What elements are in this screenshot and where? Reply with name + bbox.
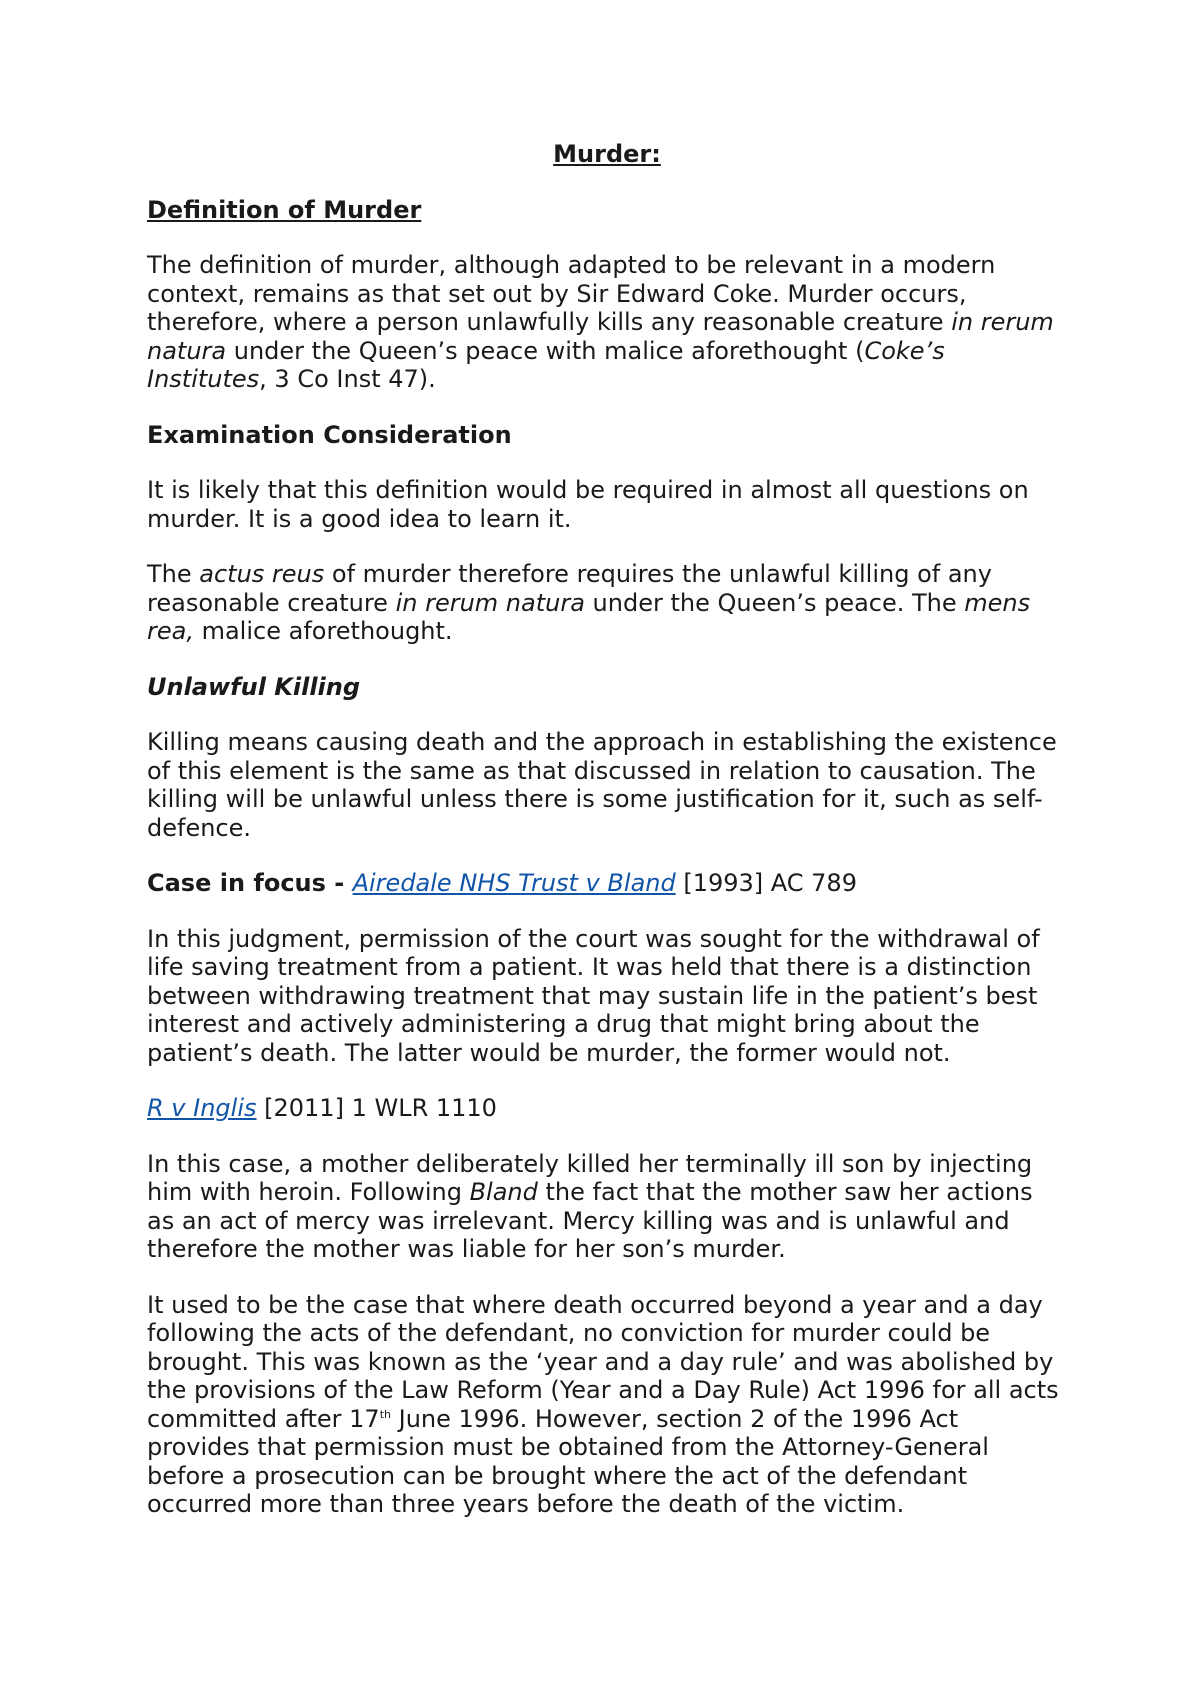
case-citation: [1993] AC 789 xyxy=(675,869,857,897)
text-run: the fact that the mother saw her actions as an act of mercy was irrelevant. Mercy killing was and is unlawful and therefore the mother was liable for her son’s murder. xyxy=(147,1178,1033,1263)
section-heading-unlawful-killing: Unlawful Killing xyxy=(147,672,361,701)
ordinal-suffix: th xyxy=(379,1407,391,1421)
italic-term: in rerum natura xyxy=(395,588,585,617)
case-in-focus-line xyxy=(147,869,1067,898)
text-run: It used to be the case that where death occurred beyond a year and a day following the acts of the defendant, no conviction for murder could be brought. This was known as the ‘year and a day rule’ and was abolished by the provisions of the Law Reform (Year and a Day Rule) Act 1996 for all acts committed after 17 xyxy=(147,1290,1059,1433)
case-in-focus-label: Case in focus - xyxy=(147,869,353,897)
bland-paragraph: In this judgment, permission of the court was sought for the withdrawal of life saving treatment from a patient. It was held that there is a distinction between withdrawing treatment that may sustain life in the patient’s best interest and actively administering a drug that might bring about the patient’s death. The latter would be murder, the former would not. xyxy=(147,924,1040,1067)
section-heading-definition: Definition of Murder xyxy=(147,195,422,224)
examination-paragraph: It is likely that this definition would be required in almost all questions on murder. It is a good idea to learn it. xyxy=(147,476,1029,533)
case-link-inglis[interactable]: R v Inglis xyxy=(147,1094,257,1122)
italic-term: in rerum natura xyxy=(147,308,1054,365)
actus-reus-paragraph xyxy=(147,560,1067,646)
italic-term: mens rea, xyxy=(147,588,1031,645)
text-run: under the Queen’s peace with malice aforethought ( xyxy=(226,336,865,365)
inglis-paragraph xyxy=(147,1150,1067,1264)
text-run: of murder therefore requires the unlawful killing of any reasonable creature xyxy=(147,560,992,617)
document-page xyxy=(147,140,1067,1546)
text-run: , 3 Co Inst 47). xyxy=(259,365,436,393)
text-run: June 1996. However, section 2 of the 1996 Act provides that permission must be obtained from the Attorney-General before a prosecution can be brought where the act of the defendant occurred more than three years before the death of the victim. xyxy=(147,1404,989,1518)
year-and-day-paragraph xyxy=(147,1291,1067,1519)
case-link-bland[interactable]: Airedale NHS Trust v Bland xyxy=(352,869,676,897)
text-run: under the Queen’s peace. The xyxy=(584,588,965,617)
case-citation: [2011] 1 WLR 1110 xyxy=(256,1094,497,1122)
section-heading-examination: Examination Consideration xyxy=(147,420,512,449)
italic-case-name: Bland xyxy=(469,1178,538,1206)
definition-paragraph xyxy=(147,251,1067,394)
case-line-inglis xyxy=(147,1094,1067,1123)
italic-term: actus reus xyxy=(199,560,325,588)
italic-source: Coke’s Institutes xyxy=(147,336,945,393)
text-run: malice aforethought. xyxy=(193,617,453,645)
text-run: The definition of murder, although adapted to be relevant in a modern context, remains as that set out by Sir Edward Coke. Murder occurs, therefore, where a person unlawfully kills any reasonable creature xyxy=(147,251,996,336)
unlawful-killing-paragraph: Killing means causing death and the approach in establishing the existence of this element is the same as that discussed in relation to causation. The killing will be unlawful unless there is some justification for it, such as self-defence. xyxy=(147,728,1057,842)
text-run: In this case, a mother deliberately killed her terminally ill son by injecting him with heroin. Following xyxy=(147,1149,1033,1206)
text-run: The xyxy=(147,560,200,588)
page-title: Murder: xyxy=(553,140,661,168)
